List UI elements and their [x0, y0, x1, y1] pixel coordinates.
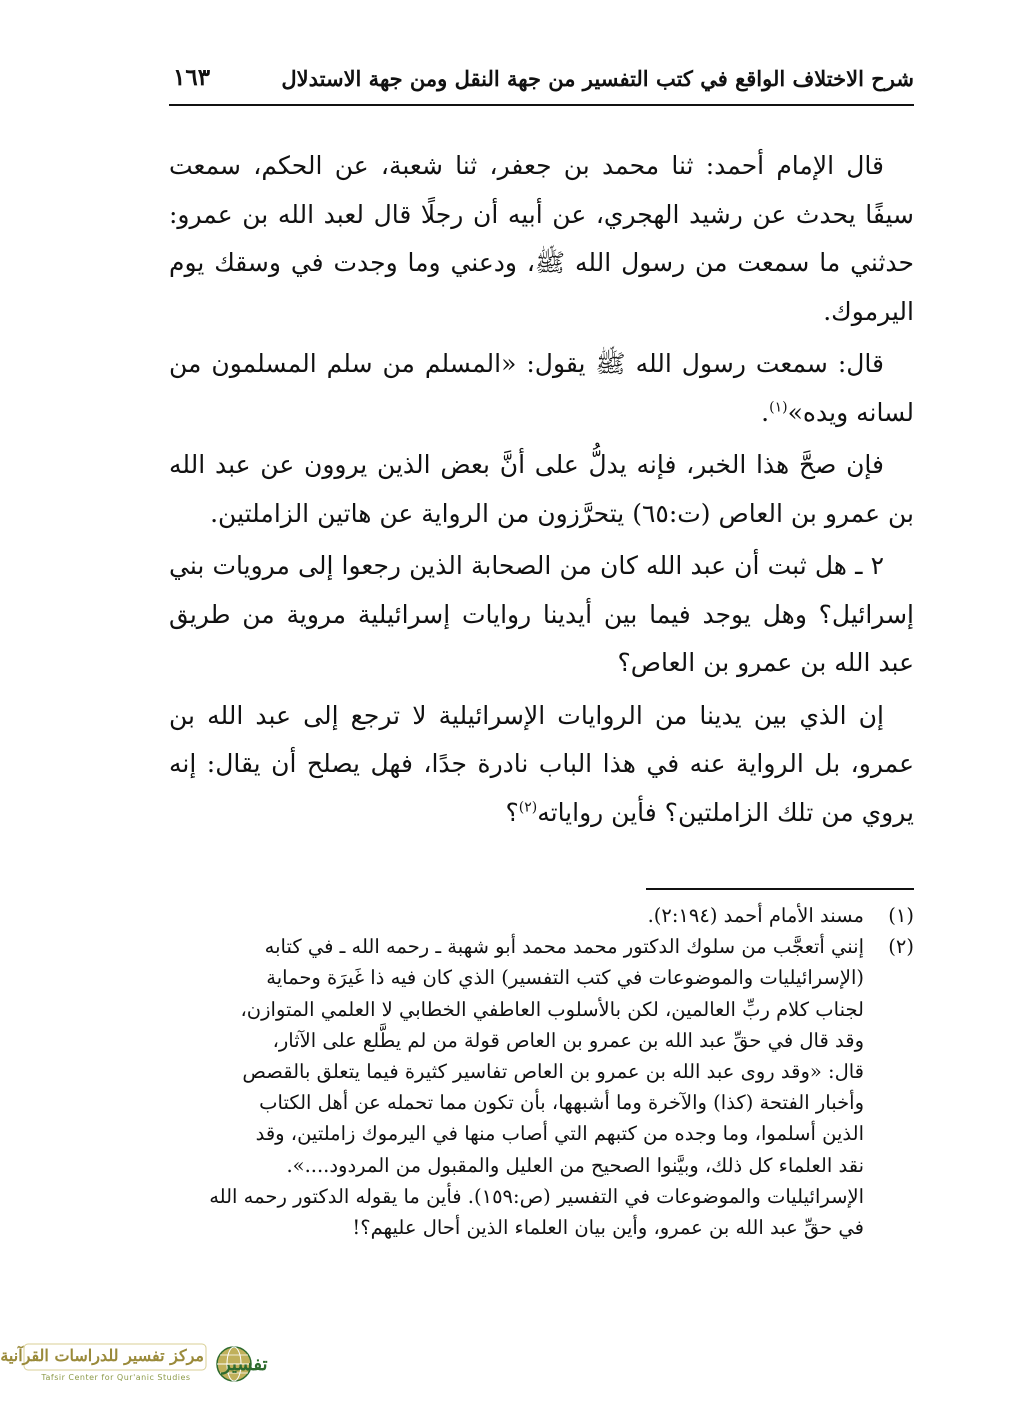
- tafsir-center-logo: [0, 1340, 268, 1390]
- footnote-line: مسند الأمام أحمد (٢:١٩٤).: [647, 904, 864, 927]
- footnote-number: (١): [888, 904, 914, 927]
- header-rule: [169, 104, 914, 106]
- footnote-separator: [646, 888, 914, 890]
- main-text: [169, 142, 914, 841]
- footnotes: [169, 900, 914, 1243]
- paragraph-4: ٢ ـ هل ثبت أن عبد الله كان من الصحابة الذين رجعوا إلى مرويات بني إسرائيل؟ وهل يوجد فيما بين أيدينا روايات إسرائيلية مروية من طريق عبد الله بن عمرو بن العاص؟: [169, 551, 914, 677]
- paragraph-5-text: إن الذي بين يدينا من الروايات الإسرائيلية لا ترجع إلى عبد الله بن عمرو، بل الرواية عنه في هذا الباب نادرة جدًا، فهل يصلح أن يقال: إنه يروي من تلك الزاملتين؟ فأين رواياته: [169, 700, 914, 827]
- footnote-line: وأخبار الفتحة (كذا) والآخرة وما أشبهها، بأن تكون مما تحمله عن أهل الكتاب: [259, 1091, 864, 1115]
- paragraph-1: قال الإمام أحمد: ثنا محمد بن جعفر، ثنا شعبة، عن الحكم، سمعت سيفًا يحدث عن رشيد الهجري، عن أبيه أن رجلًا قال لعبد الله بن عمرو: حدثني ما سمعت من رسول الله ﷺ، ودعني وما وجدت في وسقك يوم اليرموك.: [169, 151, 914, 326]
- footnote-ref-1[interactable]: (١): [769, 399, 788, 416]
- logo-english-text: Tafsir Center for Qur'anic Studies: [41, 1373, 191, 1382]
- paragraph-2-end: .: [761, 397, 770, 427]
- footnote-line: إنني أتعجَّب من سلوك الدكتور محمد محمد أبو شهبة ـ رحمه الله ـ في كتابه: [264, 935, 864, 959]
- logo-mark-word: تفسير: [222, 1354, 268, 1375]
- logo-arabic-text: مركز تفسير للدراسات القرآنية: [0, 1346, 204, 1365]
- footnote-line: الإسرائيليات والموضوعات في التفسير (ص:١٥٩). فأين ما يقوله الدكتور رحمه الله: [209, 1184, 864, 1208]
- paragraph-5-end: ؟: [505, 797, 519, 827]
- footnote-1: [169, 900, 914, 931]
- footnote-line: لجناب كلام ربِّ العالمين، لكن بالأسلوب العاطفي الخطابي لا العلمي المتوازن،: [240, 997, 864, 1021]
- paragraph-3: فإن صحَّ هذا الخبر، فإنه يدلُّ على أنَّ بعض الذين يروون عن عبد الله بن عمرو بن العاص (ت:٦٥) يتحرَّزون من الرواية عن هاتين الزاملتين.: [169, 450, 914, 528]
- header-title: شرح الاختلاف الواقع في كتب التفسير من جهة النقل ومن جهة الاستدلال: [281, 66, 914, 91]
- footnote-line: الذين أسلموا، وما وجده من كتبهم التي أصاب منها في اليرموك زاملتين، وقد: [255, 1122, 864, 1146]
- footnote-line: في حقِّ عبد الله بن عمرو، وأين بيان العلماء الذين أحال عليهم؟!: [352, 1216, 864, 1240]
- footnote-line: نقد العلماء كل ذلك، وبيَّنوا الصحيح من العليل والمقبول من المردود....».: [286, 1153, 864, 1177]
- footnote-number: (٢): [888, 935, 914, 959]
- footnote-2: [169, 931, 914, 1243]
- footnote-line: وقد قال في حقِّ عبد الله بن عمرو بن العاص قولة من لم يطَّلع على الآثار،: [272, 1028, 864, 1052]
- footnote-ref-2[interactable]: (٢): [518, 799, 538, 816]
- paragraph-2: [169, 340, 914, 437]
- page-number: ١٦٣: [173, 64, 211, 91]
- running-header: [169, 62, 914, 102]
- footnote-text: [169, 900, 864, 931]
- paragraph-5: [169, 692, 914, 838]
- footnote-text: [169, 931, 864, 1243]
- paragraph-2-text: قال: سمعت رسول الله ﷺ يقول: «المسلم من سلم المسلمون من لسانه ويده»: [169, 349, 914, 427]
- footnote-line: قال: «وقد روى عبد الله بن عمرو بن العاص تفاسير كثيرة فيما يتعلق بالقصص: [242, 1060, 864, 1084]
- footnote-line: (الإسرائيليات والموضوعات في كتب التفسير) الذي كان فيه ذا غَيرَة وحماية: [266, 966, 864, 990]
